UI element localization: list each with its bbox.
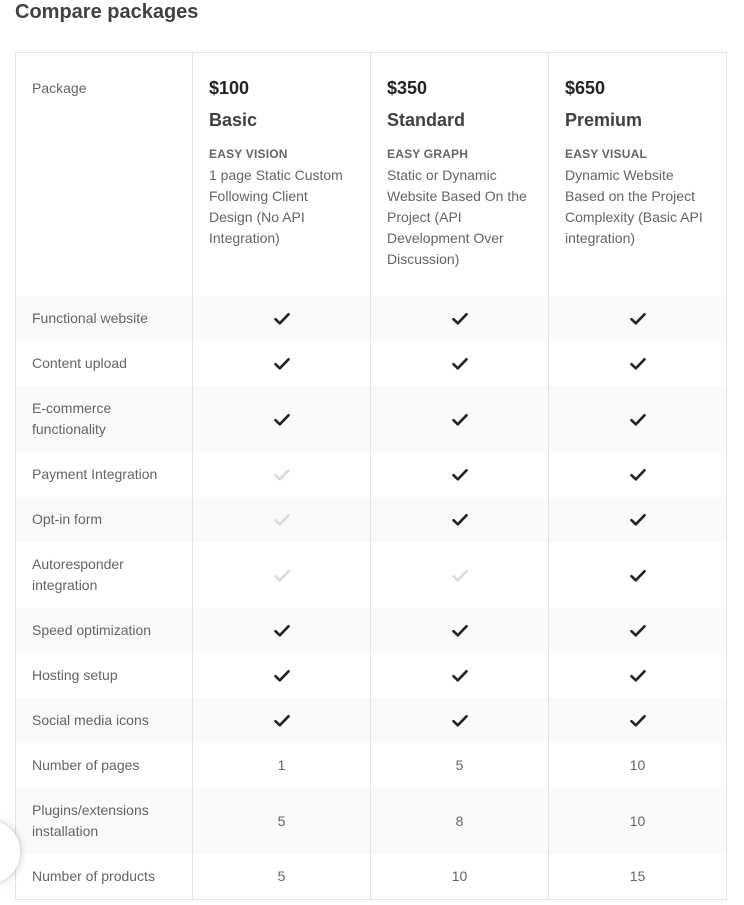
table-row bbox=[16, 743, 727, 788]
check-icon bbox=[371, 698, 549, 743]
check-icon bbox=[193, 386, 371, 452]
check-icon bbox=[193, 296, 371, 341]
feature-value-text: 10 bbox=[629, 812, 646, 829]
table-row bbox=[16, 788, 727, 854]
check-disabled-icon bbox=[193, 542, 371, 608]
check-icon bbox=[549, 497, 727, 542]
feature-value bbox=[371, 743, 549, 788]
packages-comparison-table bbox=[15, 52, 727, 900]
feature-label: Payment Integration bbox=[32, 466, 158, 482]
feature-label: Hosting setup bbox=[32, 667, 118, 683]
feature-value-text: 10 bbox=[451, 867, 468, 884]
check-icon bbox=[549, 296, 727, 341]
feature-value-text: 15 bbox=[629, 867, 646, 884]
package-tag: EASY VISUAL bbox=[565, 147, 647, 161]
check-icon bbox=[371, 341, 549, 386]
check-icon bbox=[193, 341, 371, 386]
package-price: $100 bbox=[209, 78, 250, 98]
feature-label: E-commerce functionality bbox=[16, 386, 193, 452]
table-row bbox=[16, 653, 727, 698]
package-standard[interactable] bbox=[371, 53, 549, 297]
check-icon bbox=[549, 452, 727, 497]
check-icon bbox=[549, 608, 727, 653]
feature-value bbox=[193, 788, 371, 854]
check-icon bbox=[371, 608, 549, 653]
package-description: Dynamic Website Based on the Project Complexity (Basic API integration) bbox=[565, 167, 703, 246]
feature-value bbox=[549, 788, 727, 854]
table-row bbox=[16, 341, 727, 386]
table-row bbox=[16, 386, 727, 452]
check-icon bbox=[371, 653, 549, 698]
check-disabled-icon bbox=[193, 497, 371, 542]
table-row bbox=[16, 698, 727, 743]
package-tag: EASY GRAPH bbox=[387, 147, 469, 161]
feature-value bbox=[371, 854, 549, 899]
feature-value-text: 1 bbox=[277, 757, 286, 773]
feature-label: Functional website bbox=[16, 296, 193, 341]
package-description: 1 page Static Custom Following Client Design (No API Integration) bbox=[209, 167, 343, 246]
feature-label: Number of products bbox=[32, 867, 155, 884]
table-row bbox=[16, 296, 727, 341]
check-icon bbox=[371, 452, 549, 497]
feature-value bbox=[549, 854, 727, 899]
package-premium[interactable] bbox=[549, 53, 727, 297]
feature-value-text: 5 bbox=[277, 867, 286, 884]
check-icon bbox=[549, 341, 727, 386]
feature-label: Opt-in form bbox=[16, 497, 193, 542]
check-icon bbox=[549, 386, 727, 452]
page-title: Compare packages bbox=[15, 1, 199, 23]
table-row bbox=[16, 608, 727, 653]
table-row bbox=[16, 452, 727, 497]
feature-label: Plugins/extensions installation bbox=[16, 788, 193, 854]
feature-label: Speed optimization bbox=[16, 608, 193, 653]
check-icon bbox=[549, 653, 727, 698]
check-icon bbox=[371, 386, 549, 452]
check-icon bbox=[371, 497, 549, 542]
package-basic[interactable] bbox=[193, 53, 371, 297]
feature-value-text: 5 bbox=[455, 757, 464, 773]
check-disabled-icon bbox=[371, 542, 549, 608]
feature-value-text: 10 bbox=[629, 757, 646, 773]
feature-value bbox=[371, 788, 549, 854]
package-header-label: Package bbox=[32, 80, 87, 96]
package-tag: EASY VISION bbox=[209, 147, 288, 161]
package-price: $650 bbox=[565, 78, 606, 98]
check-icon bbox=[371, 296, 549, 341]
feature-value bbox=[549, 743, 727, 788]
package-name: Basic bbox=[209, 110, 258, 130]
feature-label: Autoresponder integration bbox=[32, 556, 124, 593]
check-icon bbox=[193, 698, 371, 743]
feature-label: Number of pages bbox=[32, 757, 140, 773]
feature-value-text: 5 bbox=[277, 812, 286, 829]
package-name: Standard bbox=[387, 110, 466, 130]
check-icon bbox=[549, 698, 727, 743]
check-icon bbox=[193, 608, 371, 653]
package-description: Static or Dynamic Website Based On the Project (API Development Over Discussion) bbox=[387, 167, 527, 267]
package-header-row bbox=[16, 53, 727, 297]
table-row bbox=[16, 497, 727, 542]
table-row bbox=[16, 542, 727, 608]
feature-value bbox=[193, 854, 371, 899]
check-disabled-icon bbox=[193, 452, 371, 497]
check-icon bbox=[549, 542, 727, 608]
package-price: $350 bbox=[387, 78, 428, 98]
feature-value bbox=[193, 743, 371, 788]
table-row bbox=[16, 854, 727, 899]
feature-label: Content upload bbox=[32, 355, 127, 371]
package-name: Premium bbox=[565, 110, 643, 130]
feature-label: Social media icons bbox=[16, 698, 193, 743]
feature-value-text: 8 bbox=[455, 812, 464, 829]
check-icon bbox=[193, 653, 371, 698]
